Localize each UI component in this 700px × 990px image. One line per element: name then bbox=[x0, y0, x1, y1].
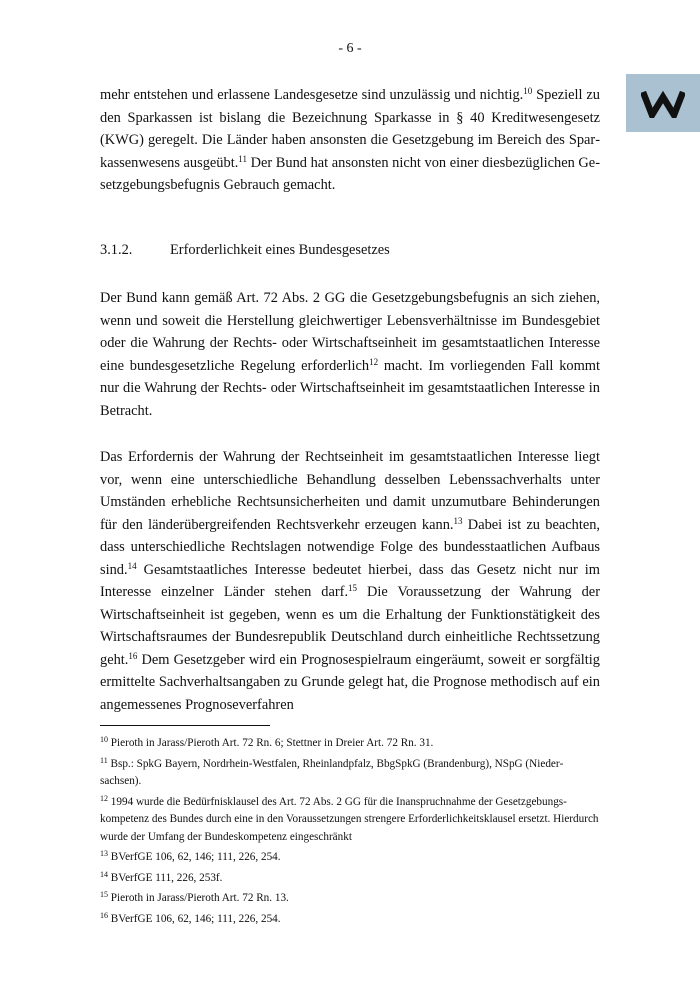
footnote bbox=[100, 849, 600, 867]
paragraph-text: Das Erfordernis der Wahrung der Rechtseinheit im gesamtstaatlichen Interesse liegt vor, wenn eine unterschiedliche Behandlung desselben Lebenssachverhalts unter Umständen erhebliche Rechtsunsicherheiten und damit unzumutbare Behinderungen für den länderübergreifenden Rechtsverkehr erzeugen kann. bbox=[100, 449, 600, 533]
page-number: - 6 - bbox=[338, 41, 362, 56]
w-logo-icon bbox=[641, 88, 685, 118]
footnote bbox=[100, 911, 600, 929]
footnote-ref[interactable]: 11 bbox=[238, 153, 247, 164]
paragraph-text: Dem Gesetzgeber wird ein Prognosespielraum eingeräumt, soweit er sorgfältig ermittelte Sachverhaltsangaben zu Grunde gelegt hat, die Prognose methodisch auf ein angemessenes Prognoseverfahren bbox=[100, 651, 600, 713]
paragraph-text: Dabei ist zu beachten, dass unterschiedliche Rechtslagen notwendige Folge des bundesstaatlichen Aufbaus sind. bbox=[100, 516, 600, 578]
footnote-ref[interactable]: 15 bbox=[348, 583, 358, 593]
footnote-number: 13 bbox=[100, 849, 108, 858]
footnote bbox=[100, 794, 600, 847]
footnote-number: 10 bbox=[100, 735, 108, 744]
footnote-text: BVerfGE 111, 226, 253f. bbox=[108, 871, 223, 884]
paragraph-text: Gesamtstaatliches Interesse bedeutet hierbei, dass das Gesetz nicht nur im Interesse einzelner Länder stehen darf. bbox=[100, 561, 600, 600]
footnotes bbox=[100, 735, 600, 931]
footnote-ref[interactable]: 12 bbox=[369, 356, 379, 367]
footnote-number: 16 bbox=[100, 910, 108, 920]
footnote-text: Bsp.: SpkG Bayern, Nordrhein-Westfalen, Rheinlandpfalz, BbgSpkG (Brandenburg), NSpG (Niedersachsen). bbox=[100, 757, 564, 787]
paragraph-text: Der Bund kann gemäß Art. 72 Abs. 2 GG die Gesetzgebungsbefugnis an sich ziehen, wenn und soweit die Herstellung gleichwertiger Lebensverhältnisse im Bundesgebiet oder die Wahrung der Rechts- oder Wirtschaftseinheit im gesamtstaatlichen Interesse eine bundesgesetzliche Regelung erforderlich bbox=[100, 290, 600, 374]
paragraph-text: mehr entstehen und erlassene Landesgesetze sind unzulässig und nichtig. bbox=[100, 87, 524, 103]
paragraph bbox=[100, 287, 600, 422]
footnote bbox=[100, 890, 600, 908]
logo bbox=[626, 74, 700, 132]
section-number: 3.1.2. bbox=[100, 242, 133, 258]
paragraph-text: Die Voraussetzung der Wahrung der Wirtschaftseinheit ist gegeben, wenn es um die Erhaltung der Funktionstätigkeit des Wirtschaftsraumes der Bundesrepublik Deutschland durch einheitliche Rechtssetzung geht. bbox=[100, 584, 600, 668]
footnote-text: Pieroth in Jarass/Pieroth Art. 72 Rn. 13. bbox=[108, 892, 289, 904]
footnote-text: Pieroth in Jarass/Pieroth Art. 72 Rn. 6; Stettner in Dreier Art. 72 Rn. 31. bbox=[108, 737, 434, 749]
paragraph-text: Speziell zu den Sparkassen ist bislang die Bezeichnung Sparkasse in § 40 Kreditwesengesetz (KWG) geregelt. Die Länder haben ansonsten die Gesetzgebung im Bereich des Sparkassenwesens ausgeübt. bbox=[100, 87, 600, 171]
footnote-number: 15 bbox=[100, 890, 108, 899]
footnote-number: 11 bbox=[100, 755, 108, 765]
footnote-separator bbox=[100, 725, 270, 726]
paragraph-text: Der Bund hat ansonsten nicht von einer diesbezüglichen Gesetzgebungsbefugnis Gebrauch gemacht. bbox=[100, 154, 600, 193]
section-heading bbox=[100, 242, 390, 259]
footnote-ref[interactable]: 13 bbox=[453, 515, 463, 526]
footnote bbox=[100, 870, 600, 888]
paragraph bbox=[100, 84, 600, 197]
footnote-number: 14 bbox=[100, 869, 108, 879]
footnote bbox=[100, 756, 600, 791]
footnote-ref[interactable]: 10 bbox=[523, 86, 533, 96]
paragraph bbox=[100, 446, 600, 716]
footnote bbox=[100, 735, 600, 753]
section-title: Erforderlichkeit eines Bundesgesetzes bbox=[170, 242, 390, 258]
footnote-text: BVerfGE 106, 62, 146; 111, 226, 254. bbox=[108, 912, 281, 925]
footnote-number: 12 bbox=[100, 793, 108, 803]
footnote-ref[interactable]: 16 bbox=[128, 650, 138, 661]
footnote-text: 1994 wurde die Bedürfnisklausel des Art. 72 Abs. 2 GG für die Inanspruchnahme der Gesetzgebungskompetenz des Bundes durch eine in den Voraussetzungen strengere Erforderlichkeitsklausel ersetzt. Hierdurch wurde der Umfang der Bundeskompetenz eingeschränkt bbox=[100, 795, 599, 843]
paragraph-text: macht. Im vorliegenden Fall kommt nur die Wahrung der Rechts- oder Wirtschaftseinheit im gesamtstaatlichen Interesse in Betracht. bbox=[100, 357, 600, 419]
footnote-text: BVerfGE 106, 62, 146; 111, 226, 254. bbox=[108, 851, 281, 863]
footnote-ref[interactable]: 14 bbox=[127, 560, 137, 571]
